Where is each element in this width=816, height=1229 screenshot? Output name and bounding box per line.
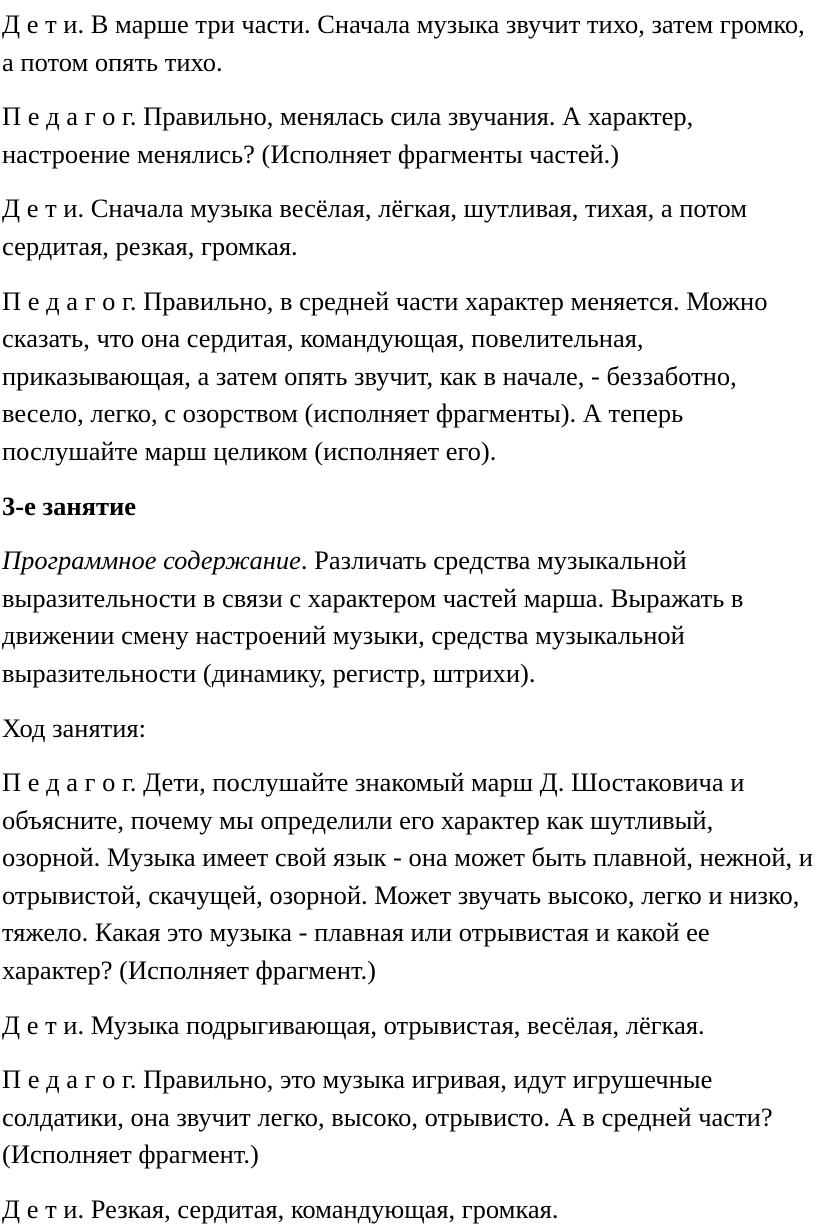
paragraph-text: Сначала музыка весёлая, лёгкая, шутливая, тихая, а потом сердитая, резкая, громкая. [2, 193, 748, 261]
paragraph-8 [2, 1191, 814, 1229]
paragraph-text: Правильно, в средней части характер меняется. Можно сказать, что она сердитая, командующая, повелительная, приказывающая, а затем опять звучит, как в начале, - беззаботно, весело, легко, с озорством (исполняет фрагменты). А теперь послушайте марш целиком (исполняет его). [2, 285, 768, 466]
paragraph-text: Резкая, сердитая, командующая, громкая. [84, 1194, 559, 1225]
paragraph-3 [2, 190, 814, 265]
paragraph-1 [2, 6, 814, 81]
paragraph-5 [2, 764, 814, 990]
paragraph-text: В марше три части. Сначала музыка звучит тихо, затем громко, а потом опять тихо. [2, 9, 805, 77]
paragraph-7 [2, 1061, 814, 1174]
paragraph-text: Дети, послушайте знакомый марш Д. Шостаковича и объясните, почему мы определили его характер как шутливый, озорной. Музыка имеет свой язык - она может быть плавной, нежной, и отрывистой, скачущей, озорной. Может звучать высоко, легко и низко, тяжело. Какая это музыка - плавная или отрывистая и какой ее характер? (Исполняет фрагмент.) [2, 767, 813, 986]
paragraph-text: Правильно, это музыка игривая, идут игрушечные солдатики, она звучит легко, высоко, отрывисто. А в средней части? (Исполняет фрагмент.) [2, 1064, 773, 1170]
program-label: Программное содержание [2, 545, 301, 576]
speaker-label: Д е т и. [2, 1194, 85, 1225]
speaker-label: П е д а г о г. [2, 101, 137, 132]
speaker-label: Д е т и. [2, 9, 85, 39]
section-heading: 3-е занятие [2, 490, 137, 521]
paragraph-2 [2, 98, 814, 173]
paragraph-4 [2, 283, 814, 471]
program-text: . Различать средства музыкальной выразительности в связи с характером частей марша. Выражать в движении смену настроений музыки, средства музыкальной выразительности (динамику, регистр, штрихи). [2, 545, 744, 688]
speaker-label: П е д а г о г. [2, 767, 137, 798]
speaker-label: П е д а г о г. [2, 285, 137, 316]
paragraph-6 [2, 1007, 814, 1045]
speaker-label: П е д а г о г. [2, 1064, 137, 1095]
speaker-label: Д е т и. [2, 193, 85, 224]
paragraph-text: Музыка подрыгивающая, отрывистая, весёлая, лёгкая. [84, 1009, 705, 1040]
paragraph-text: Правильно, менялась сила звучания. А характер, настроение менялись? (Исполняет фрагменты частей.) [2, 101, 694, 169]
speaker-label: Д е т и. [2, 1009, 85, 1040]
course-label: Ход занятия: [2, 712, 146, 743]
program-paragraph [2, 542, 814, 692]
